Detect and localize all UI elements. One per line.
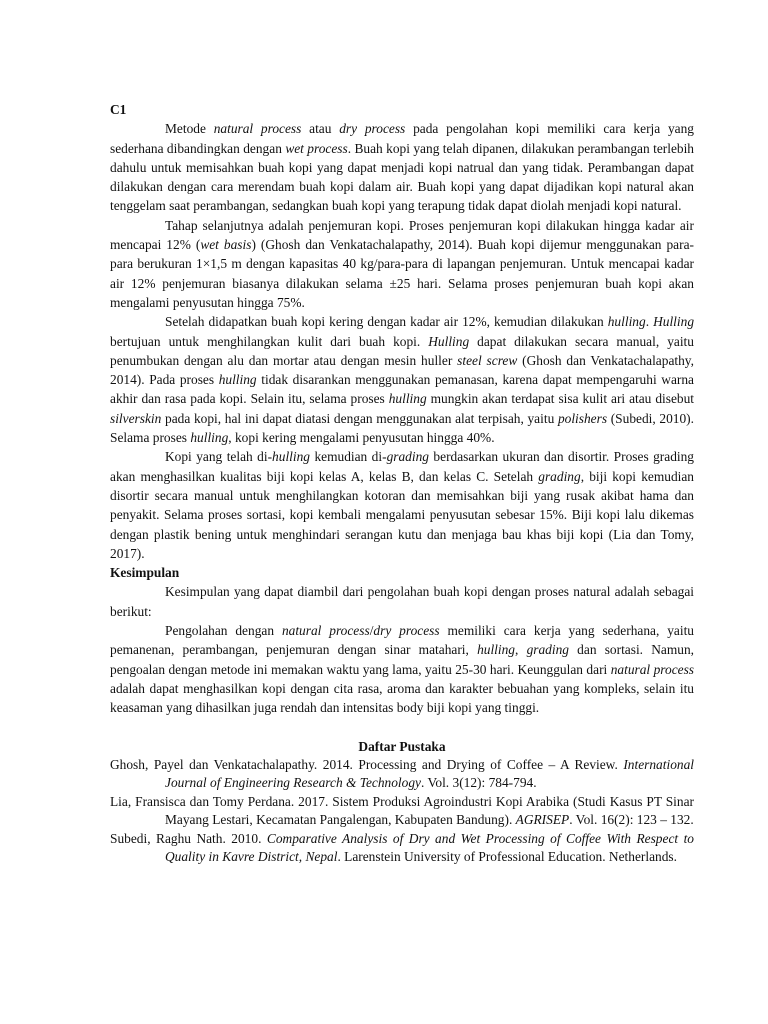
paragraph (110, 582, 694, 621)
paragraph (110, 621, 694, 717)
text-run: Setelah didapatkan buah kopi kering dengan kadar air 12%, kemudian dilakukan (165, 314, 608, 330)
italic-text-run: hulling (190, 430, 229, 446)
italic-text-run: natural process (610, 661, 694, 677)
text-run: (Ghosh dan Venkatachalapathy, 2014). Pada proses (110, 352, 694, 388)
text-run: , (515, 642, 527, 658)
text-run: mungkin akan terdapat sisa kulit ari atau disebut (426, 391, 695, 407)
text-run: . Vol. 3(12): 784-794. (421, 775, 537, 791)
text-run: dapat dilakukan secara manual, yaitu penumbukan dengan alu dan mortar atau dengan mesin huller (110, 333, 694, 368)
text-run: , biji kopi kemudian disortir secara manual untuk menghilangkan kotoran dan memisahkan biji yang rusak akibat hama dan penyakit. Selama proses sortasi, kopi kembali mengalami penyusutan sebesar 15%. Biji kopi lalu dikemas dengan plastik bening untuk menghindari serangan kutu dan menjaga bau khas biji kopi (Lia dan Tomy, 2017). (110, 468, 695, 561)
text-run: pada kopi, hal ini dapat diatasi dengan menggunakan alat terpisah, yaitu (161, 410, 558, 426)
italic-text-run: wet basis (200, 237, 252, 253)
italic-text-run: dry process (339, 121, 406, 137)
italic-text-run: dry process (373, 623, 440, 639)
section-heading-c1: C1 (110, 102, 127, 117)
italic-text-run: hulling (388, 391, 427, 407)
text-run: Kesimpulan yang dapat diambil dari pengolahan buah kopi dengan proses natural adalah sebagai berikut: (110, 584, 694, 619)
italic-text-run: hulling (218, 372, 257, 388)
text-run: memiliki cara kerja yang sederhana, yaitu pemanenan, perambangan, penjemuran dengan sinar matahari, (110, 623, 695, 658)
italic-text-run: natural process (281, 623, 370, 639)
italic-text-run: Hulling (428, 333, 470, 349)
italic-text-run: grading (386, 449, 429, 465)
text-run: , kopi kering mengalami penyusutan hingga 40%. (228, 430, 495, 446)
italic-text-run: hulling (477, 642, 516, 658)
italic-text-run: wet process (285, 140, 348, 156)
italic-text-run: steel screw (457, 352, 518, 368)
text-run: Ghosh, Payel dan Venkatachalapathy. 2014. Processing and Drying of Coffee – A Review. (110, 756, 624, 772)
italic-text-run: grading (526, 642, 569, 658)
text-run: dan sortasi. Namun, pengoalan dengan metode ini memakan waktu yang lama, yaitu 25-30 hari. Keunggulan dari (110, 642, 694, 677)
text-run: . Vol. 16(2): 123 – 132. (569, 812, 694, 828)
italic-text-run: International Journal of Engineering Research & Technology (165, 756, 694, 791)
text-run: . (645, 314, 654, 330)
reference-item (110, 793, 694, 830)
text-run: . Buah kopi yang telah dipanen, dilakukan perambangan terlebih dahulu untuk memisahkan buah kopi yang dapat menjadi kopi natrual dan yang tidak. Perambangan dapat dilakukan dengan cara merendam buah kopi dalam air. Buah kopi yang dapat dijadikan kopi natural akan tenggelam saat perambangan, sedangkan buah kopi yang terapung tidak dapat diolah menjadi kopi natural. (110, 140, 694, 214)
italic-text-run: natural process (213, 121, 302, 137)
reference-item (110, 756, 694, 793)
text-run: Kopi yang telah di- (165, 449, 273, 465)
italic-text-run: AGRISEP (515, 812, 570, 828)
text-run: Pengolahan dengan (165, 623, 282, 639)
paragraph (110, 447, 694, 563)
italic-text-run: hulling (272, 449, 310, 465)
text-run: atau (301, 121, 340, 137)
italic-text-run: hulling (607, 314, 646, 330)
text-run: Subedi, Raghu Nath. 2010. (110, 830, 267, 846)
text-run: bertujuan untuk menghilangkan kulit dari buah kopi. (110, 333, 429, 349)
italic-text-run: Hulling (653, 314, 695, 330)
italic-text-run: polishers (557, 410, 608, 426)
text-run: tidak disarankan menggunakan pemanasan, karena dapat mempengaruhi warna akhir dan rasa pada kopi. Selain itu, selama proses (110, 372, 694, 407)
paragraph (110, 216, 694, 312)
text-run: kemudian di- (310, 449, 387, 465)
text-run: Lia, Fransisca dan Tomy Perdana. 2017. Sistem Produksi Agroindustri Kopi Arabika (Studi Kasus PT Sinar Mayang Lestari, Kecamatan Pangalengan, Kabupaten Bandung). (110, 793, 694, 828)
text-run: pada pengolahan kopi memiliki cara kerja yang sederhana dibandingkan dengan (110, 121, 695, 156)
text-run: ) (Ghosh dan Venkatachalapathy, 2014). Buah kopi dijemur menggunakan para-para berukuran 1×1,5 m dengan kapasitas 40 kg/para-para di lapangan penjemuran. Untuk mencapai kadar air 12% penjemuran biasanya dilakukan selama ±25 hari. Selama proses penjemuran buah kopi akan mengalami penyusutan hingga 75%. (110, 237, 694, 310)
text-run: / (369, 623, 374, 639)
text-run: . Larenstein University of Professional Education. Netherlands. (337, 849, 677, 865)
text-run: Metode (165, 121, 214, 137)
text-run: (Subedi, 2010). Selama proses (110, 410, 694, 446)
reference-item (110, 830, 694, 867)
document-page (110, 100, 694, 867)
text-run: Tahap selanjutnya adalah penjemuran kopi. Proses penjemuran kopi dilakukan hingga kadar air mencapai 12% ( (110, 217, 694, 253)
italic-text-run: Comparative Analysis of Dry and Wet Processing of Coffee With Respect to Quality in Kavre District, Nepal (165, 830, 694, 865)
references-title: Daftar Pustaka (358, 738, 446, 754)
paragraph (110, 312, 694, 447)
paragraph (110, 119, 694, 215)
italic-text-run: grading (538, 468, 581, 484)
text-run: berdasarkan ukuran dan disortir. Proses grading akan menghasilkan kualitas biji kopi kelas A, kelas B, dan kelas C. Setelah (110, 449, 694, 484)
italic-text-run: silverskin (110, 410, 162, 426)
text-run: adalah dapat menghasilkan kopi dengan cita rasa, aroma dan karakter bebuahan yang kompleks, selain itu keasaman yang dihasilkan juga rendah dan intensitas body biji kopi yang tinggi. (110, 680, 694, 716)
section-heading-kesimpulan: Kesimpulan (110, 565, 180, 581)
